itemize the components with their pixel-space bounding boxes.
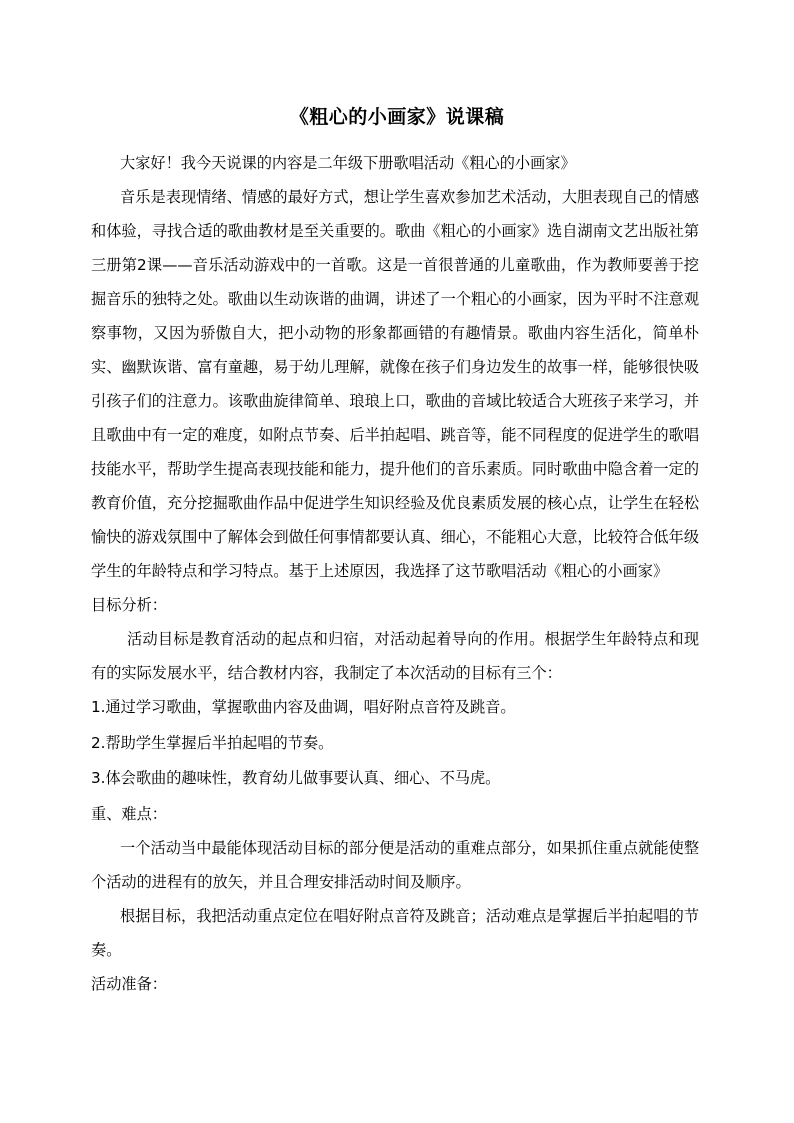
intro-paragraph: 音乐是表现情绪、情感的最好方式，想让学生喜欢参加艺术活动，大胆表现自己的情感和体验，寻找合适的歌曲教材是至关重要的。歌曲《粗心的小画家》选自湖南文艺出版社第三册第2课——音乐活动游戏中的一首歌。这是一首很普通的儿童歌曲，作为教师要善于挖掘音乐的独特之处。歌曲以生动诙谐的曲调，讲述了一个粗心的小画家，因为平时不注意观察事物，又因为骄傲自大，把小动物的形象都画错的有趣情景。歌曲内容生活化，简单朴实、幽默诙谐、富有童趣，易于幼儿理解，就像在孩子们身边发生的故事一样，能够很快吸引孩子们的注意力。该歌曲旋律简单、琅琅上口，歌曲的音域比较适合大班孩子来学习，并且歌曲中有一定的难度，如附点节奏、后半拍起唱、跳音等，能不同程度的促进学生的歌唱技能水平，帮助学生提高表现技能和能力，提升他们的音乐素质。同时歌曲中隐含着一定的教育价值，充分挖掘歌曲作品中促进学生知识经验及优良素质发展的核心点，让学生在轻松愉快的游戏氛围中了解体会到做任何事情都要认真、细心，不能粗心大意，比较符合低年级学生的年龄特点和学习特点。基于上述原因，我选择了这节歌唱活动《粗心的小画家》 bbox=[91, 188, 699, 580]
key-points-paragraph-2: 根据目标，我把活动重点定位在唱好附点音符及跳音；活动难点是掌握后半拍起唱的节奏。 bbox=[91, 906, 699, 959]
goal-item-3: 3.体会歌曲的趣味性，教育幼儿做事要认真、细心、不马虎。 bbox=[91, 769, 501, 787]
greeting-paragraph: 大家好！我今天说课的内容是二年级下册歌唱活动《粗心的小画家》 bbox=[120, 154, 576, 172]
goals-paragraph: 活动目标是教育活动的起点和归宿，对活动起着导向的作用。根据学生年龄特点和现有的实际发展水平，结合教材内容，我制定了本次活动的目标有三个： bbox=[91, 630, 699, 682]
preparation-heading: 活动准备： bbox=[91, 974, 167, 993]
goal-item-2: 2.帮助学生掌握后半拍起唱的节奏。 bbox=[91, 733, 334, 752]
document-title: 《粗心的小画家》说课稿 bbox=[289, 106, 505, 128]
key-points-heading: 重、难点： bbox=[91, 804, 167, 823]
goal-item-1: 1.通过学习歌曲，掌握歌曲内容及曲调，唱好附点音符及跳音。 bbox=[91, 698, 516, 716]
key-points-paragraph-1: 一个活动当中最能体现活动目标的部分便是活动的重难点部分，如果抓住重点就能使整个活动的进程有的放矢，并且合理安排活动时间及顺序。 bbox=[91, 838, 699, 891]
document-body bbox=[91, 146, 699, 1001]
goals-heading: 目标分析： bbox=[91, 596, 167, 614]
